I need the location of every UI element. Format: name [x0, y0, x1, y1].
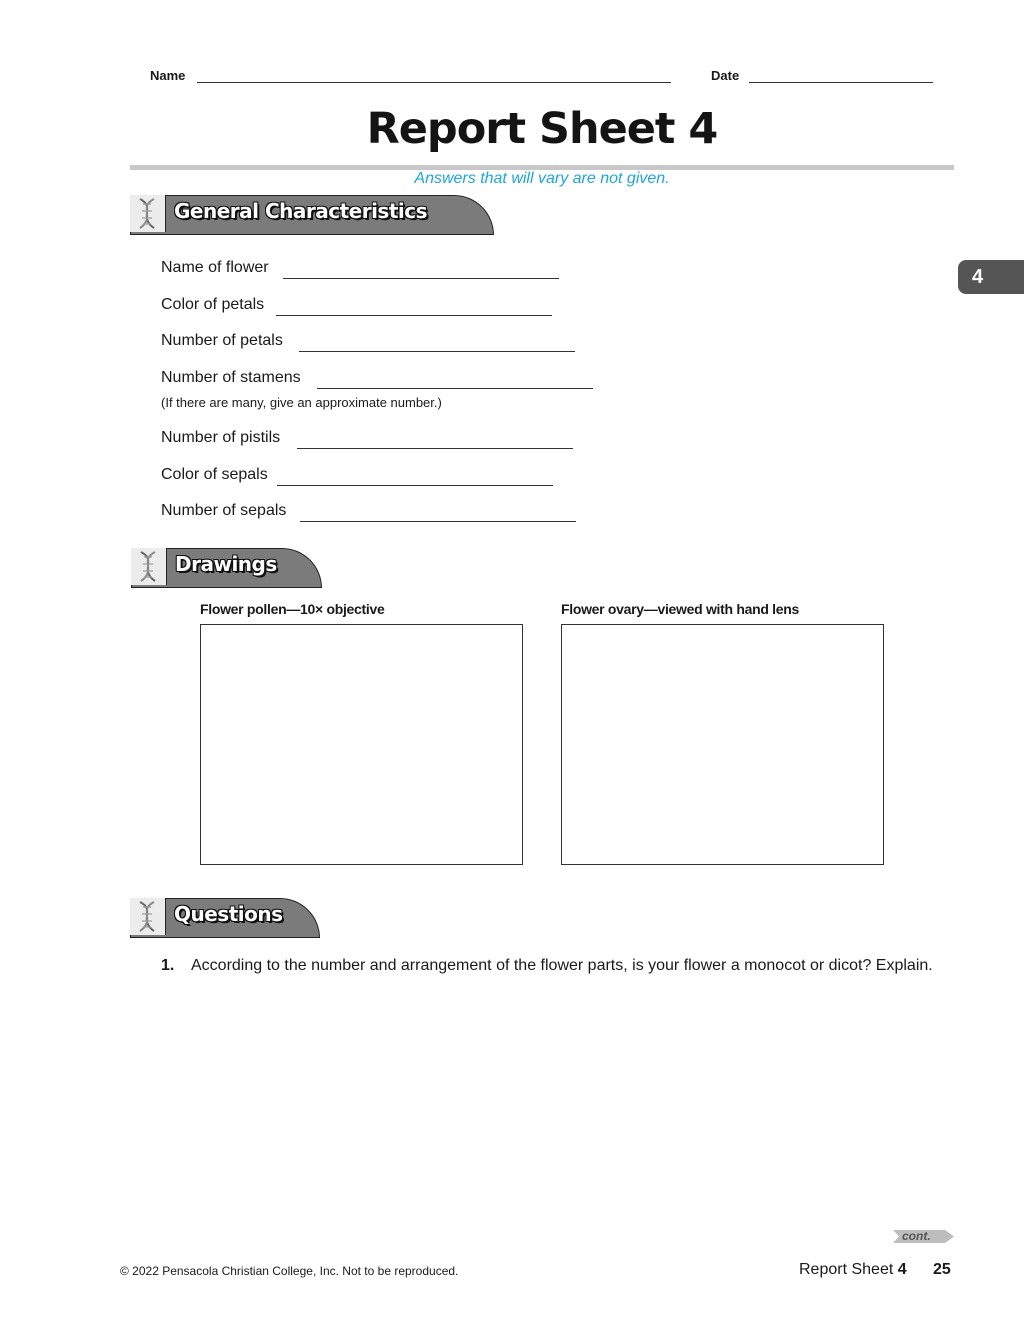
field-number-of-sepals[interactable]: [300, 521, 576, 522]
dna-helix-icon: [130, 898, 166, 935]
field-number-of-petals[interactable]: [299, 351, 575, 352]
copyright: © 2022 Pensacola Christian College, Inc. Not to be reproduced.: [120, 1264, 459, 1278]
field-color-of-sepals[interactable]: [277, 485, 553, 486]
chapter-tab: 4: [958, 260, 1024, 294]
drawing-caption-pollen: Flower pollen—10× objective: [200, 601, 385, 617]
field-label-number-of-petals: Number of petals: [161, 332, 283, 349]
field-number-of-stamens[interactable]: [317, 388, 593, 389]
section-header-questions: [130, 898, 320, 938]
field-label-number-of-pistils: Number of pistils: [161, 429, 281, 446]
field-label-color-of-sepals: Color of sepals: [161, 466, 268, 483]
section-header-general: [130, 195, 494, 235]
drawing-box-ovary[interactable]: [561, 624, 884, 865]
answers-note: Answers that will vary are not given.: [414, 170, 670, 187]
section-title-drawings: Drawings: [175, 552, 277, 576]
field-name-of-flower[interactable]: [283, 278, 559, 279]
drawing-box-pollen[interactable]: [200, 624, 523, 865]
name-label: Name: [150, 68, 186, 83]
page-number: 25: [933, 1261, 951, 1278]
field-label-number-of-sepals: Number of sepals: [161, 502, 287, 519]
field-color-of-petals[interactable]: [276, 315, 552, 316]
footer-sheet: [799, 1261, 907, 1279]
cont-label: cont.: [902, 1229, 931, 1243]
section-header-drawings: [131, 548, 322, 588]
dna-helix-icon: [131, 548, 167, 585]
drawing-caption-ovary: Flower ovary—viewed with hand lens: [561, 601, 799, 617]
section-title-questions: Questions: [174, 902, 283, 926]
field-note-stamens: (If there are many, give an approximate number.): [161, 395, 442, 410]
field-label-number-of-stamens: Number of stamens: [161, 369, 301, 386]
answer-area[interactable]: [191, 1010, 951, 1210]
footer-sheet-number: 4: [897, 1261, 907, 1278]
date-field[interactable]: [749, 82, 933, 83]
page-title: Report Sheet 4: [366, 104, 718, 154]
date-label: Date: [711, 68, 740, 83]
field-number-of-pistils[interactable]: [297, 448, 573, 449]
field-label-color-of-petals: Color of petals: [161, 296, 265, 313]
name-field[interactable]: [197, 82, 671, 83]
question-text: According to the number and arrangement of the flower parts, is your flower a monocot or dicot? Explain.: [191, 957, 933, 974]
footer-sheet-label: Report Sheet: [799, 1261, 894, 1278]
field-label-name-of-flower: Name of flower: [161, 259, 269, 276]
section-title-general: General Characteristics: [174, 199, 428, 223]
question-number: 1.: [161, 957, 175, 974]
cont-arrow: [893, 1229, 955, 1244]
dna-helix-icon: [130, 195, 166, 232]
